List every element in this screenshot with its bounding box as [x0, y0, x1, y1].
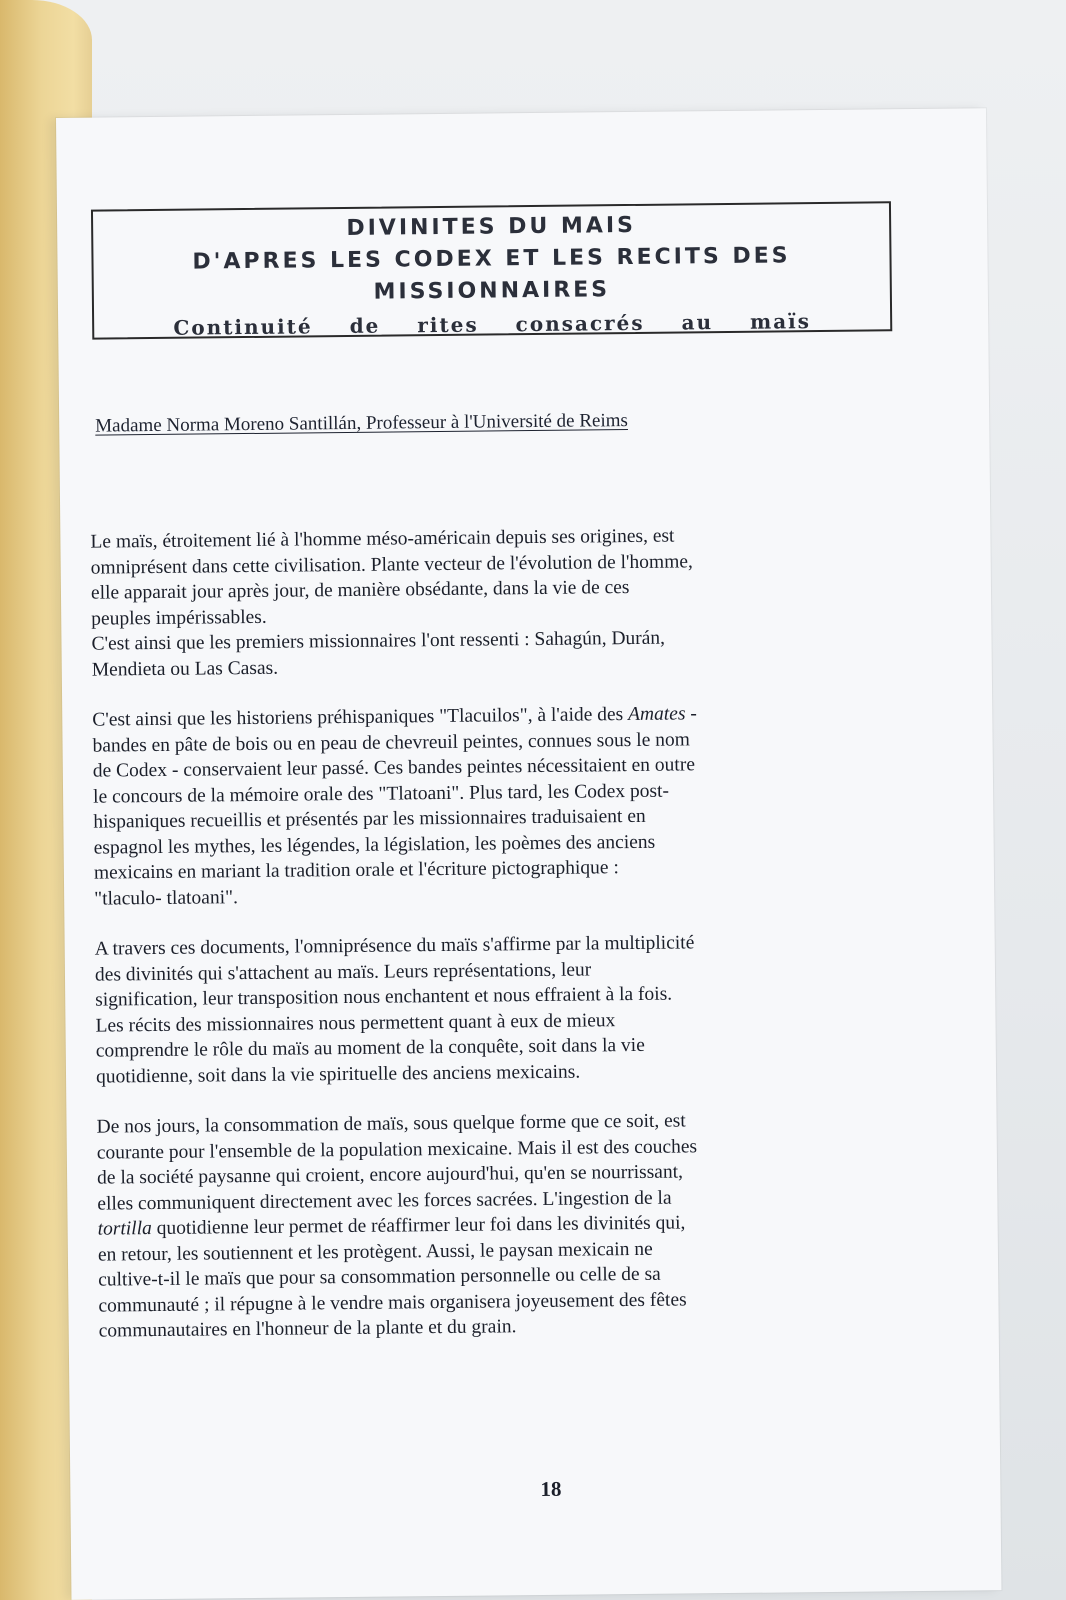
- text-line: Les récits des missionnaires nous permettent quant à eux de mieux: [95, 1009, 616, 1037]
- text-line: de Codex - conservaient leur passé. Ces bandes peintes nécessitaient en outre: [92, 754, 696, 782]
- text-line: espagnol les mythes, les légendes, la législation, les poèmes des anciens: [93, 831, 656, 859]
- italic-term: tortilla: [97, 1218, 152, 1240]
- article-body: [90, 521, 907, 1369]
- text-line: quotidienne, soit dans la vie spirituelle des anciens mexicains.: [95, 1061, 581, 1088]
- text-line: courante pour l'ensemble de la population mexicaine. Mais il est des couches: [96, 1135, 698, 1164]
- text-line: en retour, les soutiennent et les protègent. Aussi, le paysan mexicain ne: [97, 1238, 653, 1266]
- text-line: communautaires en l'honneur de la plante et du grain.: [98, 1316, 517, 1342]
- text-line: omniprésent dans cette civilisation. Plante vecteur de l'évolution de l'homme,: [90, 550, 693, 579]
- paragraph-4: [96, 1106, 906, 1344]
- text-line: elles communiquent directement avec les forces sacrées. L'ingestion de la: [97, 1187, 672, 1215]
- text-line: mexicains en mariant la tradition orale et l'écriture pictographique :: [93, 857, 619, 884]
- page-number: 18: [540, 1476, 562, 1502]
- paragraph-1: [90, 521, 900, 682]
- text-line: De nos jours, la consommation de maïs, sous quelque forme que ce soit, est: [96, 1110, 686, 1138]
- author-line: Madame Norma Moreno Santillán, Professeur à l'Université de Reims: [95, 410, 628, 437]
- text-segment: -: [685, 703, 697, 725]
- text-line: bandes en pâte de bois ou en peau de chevreuil peintes, connues sous le nom: [92, 728, 690, 757]
- paragraph-2: [92, 699, 902, 911]
- title-box: [91, 201, 892, 339]
- subtitle: Continuité de rites consacrés au maïs: [173, 309, 812, 340]
- title-line-3: MISSIONNAIRES: [373, 277, 611, 305]
- text-line: hispaniques recueillis et présentés par les missionnaires traduisaient en: [93, 805, 646, 833]
- title-line-2: D'APRES LES CODEX ET LES RECITS DES: [192, 243, 791, 275]
- title-line-1: DIVINITES DU MAIS: [346, 212, 637, 241]
- text-line: peuples impérissables.: [91, 606, 267, 630]
- text-line: elle apparait jour après jour, de manière obsédante, dans la vie de ces: [90, 577, 630, 604]
- text-line: "tlaculo- tlatoani".: [94, 886, 238, 910]
- text-segment: quotidienne leur permet de réaffirmer leur foi dans les divinités qui,: [151, 1212, 686, 1240]
- text-line: le concours de la mémoire orale des "Tlatoani". Plus tard, les Codex post-: [92, 780, 670, 808]
- book-page: [56, 108, 1001, 1600]
- text-line: des divinités qui s'attachent au maïs. Leurs représentations, leur: [94, 958, 592, 986]
- text-line: Mendieta ou Las Casas.: [91, 657, 279, 681]
- paragraph-3: [95, 928, 905, 1089]
- text-line: A travers ces documents, l'omniprésence du maïs s'affirme par la multiplicité: [94, 932, 695, 960]
- text-line: comprendre le rôle du maïs au moment de la conquête, soit dans la vie: [95, 1034, 645, 1062]
- italic-term: Amates: [627, 703, 686, 726]
- text-line: cultive-t-il le maïs que pour sa consommation personnelle ou celle de sa: [98, 1263, 661, 1291]
- text-line: de la société paysanne qui croient, encore aujourd'hui, qu'en se nourrissant,: [96, 1161, 684, 1189]
- text-line: Le maïs, étroitement lié à l'homme méso-américain depuis ses origines, est: [90, 525, 675, 553]
- text-segment: C'est ainsi que les historiens préhispaniques "Tlacuilos", à l'aide des: [92, 704, 629, 731]
- text-line: communauté ; il répugne à le vendre mais organisera joyeusement des fêtes: [98, 1288, 687, 1317]
- text-line: signification, leur transposition nous enchantent et nous effraient à la fois.: [95, 983, 673, 1011]
- text-line: C'est ainsi que les premiers missionnaires l'ont ressenti : Sahagún, Durán,: [91, 627, 666, 655]
